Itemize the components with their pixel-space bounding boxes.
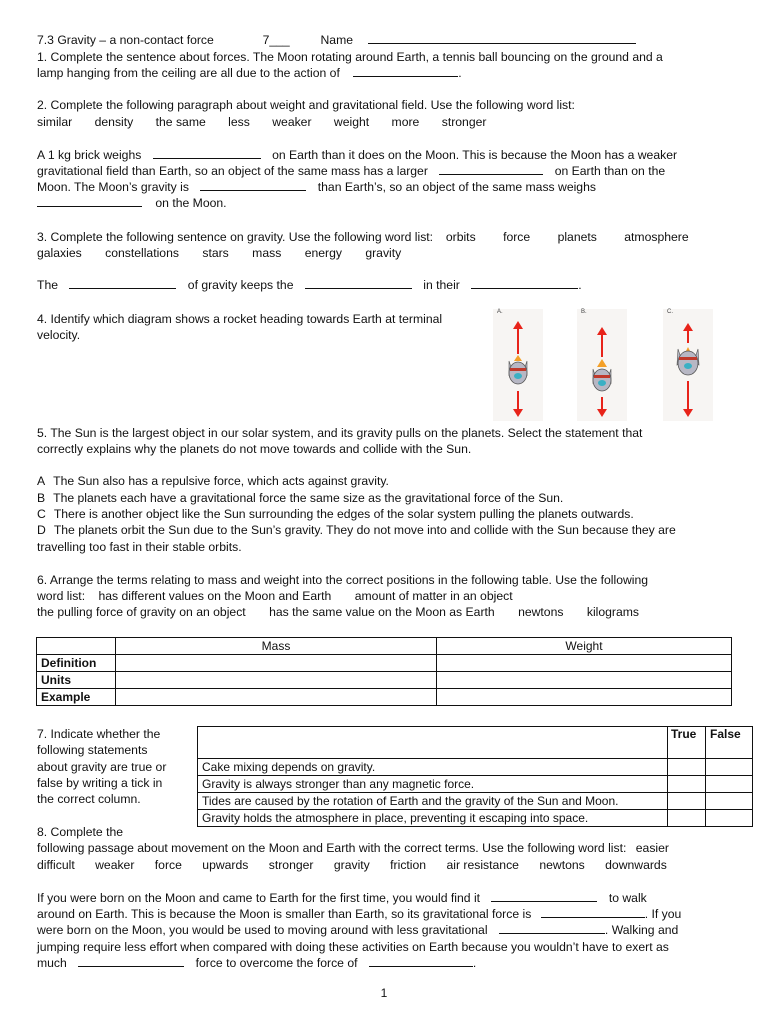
table-header-row bbox=[198, 727, 753, 759]
q8-line2 bbox=[37, 840, 669, 856]
table-row bbox=[198, 776, 753, 793]
option-letter: B bbox=[37, 491, 46, 505]
q5-option-a[interactable] bbox=[37, 473, 389, 489]
q8-passage-line2 bbox=[37, 906, 681, 922]
name-field[interactable] bbox=[368, 32, 636, 44]
word: weight bbox=[333, 115, 370, 129]
q3-blank-2[interactable] bbox=[305, 277, 412, 289]
option-text: There is another object like the Sun surrounding the edges of the solar system pulling the planets outwards. bbox=[53, 507, 634, 521]
q3-instruction-line bbox=[37, 229, 689, 245]
cell-weight-example[interactable] bbox=[437, 689, 732, 706]
row-label-units: Units bbox=[37, 672, 116, 689]
q7-text-2: following statements bbox=[37, 743, 148, 757]
word: more bbox=[391, 115, 420, 129]
q2-text: on Earth than it does on the Moon. This is because the Moon has a weaker bbox=[272, 148, 678, 162]
q2-text: A 1 kg brick weighs bbox=[37, 148, 142, 162]
q3-text: in their bbox=[423, 278, 460, 292]
q2-blank-3[interactable] bbox=[200, 179, 306, 191]
table-row bbox=[37, 689, 732, 706]
q8-text: much bbox=[37, 956, 67, 970]
true-cell-3[interactable] bbox=[668, 793, 706, 810]
q8-text: . If you bbox=[644, 907, 682, 921]
word: stars bbox=[202, 246, 229, 260]
q8-blank-2[interactable] bbox=[541, 906, 645, 918]
q6-line3 bbox=[37, 604, 639, 620]
q4-line2: velocity. bbox=[37, 328, 81, 342]
row-label-definition: Definition bbox=[37, 655, 116, 672]
word: planets bbox=[557, 230, 597, 244]
q8-text: were born on the Moon, you would be used to moving around with less gravitational bbox=[37, 923, 488, 937]
word: friction bbox=[390, 858, 427, 872]
rocket-icon bbox=[509, 355, 527, 384]
q2-instruction: 2. Complete the following paragraph about weight and gravitational field. Use the following word list: bbox=[37, 98, 575, 112]
word: the same bbox=[155, 115, 206, 129]
word: constellations bbox=[105, 246, 179, 260]
term: kilograms bbox=[586, 605, 640, 619]
q8-text: If you were born on the Moon and came to Earth for the first time, you would find it bbox=[37, 891, 481, 905]
q8-line1: 8. Complete the bbox=[37, 825, 124, 839]
rocket-icon bbox=[677, 347, 699, 375]
q3-text: The bbox=[37, 278, 59, 292]
down-arrow bbox=[513, 391, 523, 417]
table-row bbox=[198, 793, 753, 810]
word: atmosphere bbox=[624, 230, 689, 244]
q5-option-d[interactable] bbox=[37, 522, 676, 538]
table-row bbox=[37, 672, 732, 689]
option-letter: A bbox=[37, 474, 46, 488]
option-letter: C bbox=[37, 507, 46, 521]
q8-passage-line3 bbox=[37, 922, 678, 938]
rocket-icon bbox=[593, 359, 611, 391]
q8-blank-1[interactable] bbox=[491, 890, 597, 902]
false-cell-4[interactable] bbox=[706, 810, 753, 827]
class-label: 7___ bbox=[262, 33, 290, 47]
word: density bbox=[94, 115, 134, 129]
word: easier bbox=[635, 841, 669, 855]
q2-word-list bbox=[37, 114, 486, 130]
cell-mass-example[interactable] bbox=[116, 689, 437, 706]
diagram-label: A. bbox=[497, 309, 503, 315]
row-label-example: Example bbox=[37, 689, 116, 706]
term: has different values on the Moon and Earth bbox=[98, 589, 332, 603]
down-arrow bbox=[597, 397, 607, 417]
word: force bbox=[503, 230, 531, 244]
up-arrow bbox=[683, 323, 693, 343]
term: the pulling force of gravity on an object bbox=[37, 605, 246, 619]
q6-line2 bbox=[37, 588, 513, 604]
q1-text: lamp hanging from the ceiling are all due to the action of bbox=[37, 66, 340, 80]
q8-text: force to overcome the force of bbox=[195, 956, 358, 970]
term: has the same value on the Moon as Earth bbox=[269, 605, 495, 619]
q7-text-4: false by writing a tick in bbox=[37, 776, 163, 790]
statement-3: Tides are caused by the rotation of Earth and the gravity of the Sun and Moon. bbox=[198, 793, 668, 810]
word: stronger bbox=[268, 858, 314, 872]
header-false: False bbox=[706, 727, 753, 759]
q8-text: to walk bbox=[608, 891, 647, 905]
statement-header-cell bbox=[198, 727, 668, 759]
q4-line1: 4. Identify which diagram shows a rocket heading towards Earth at terminal bbox=[37, 312, 443, 326]
diagram-b[interactable] bbox=[577, 309, 627, 421]
q2-paragraph-line3 bbox=[37, 179, 596, 195]
word: similar bbox=[37, 115, 73, 129]
word: difficult bbox=[37, 858, 75, 872]
false-cell-3[interactable] bbox=[706, 793, 753, 810]
option-letter: D bbox=[37, 523, 46, 537]
header-true: True bbox=[668, 727, 706, 759]
term: newtons bbox=[518, 605, 564, 619]
q2-text: on the Moon. bbox=[155, 196, 227, 210]
word: mass bbox=[252, 246, 282, 260]
option-text: The Sun also has a repulsive force, which acts against gravity. bbox=[53, 474, 389, 488]
q2-text: Moon. The Moon’s gravity is bbox=[37, 180, 189, 194]
cell-weight-definition[interactable] bbox=[437, 655, 732, 672]
word: gravity bbox=[365, 246, 402, 260]
q3-word-list bbox=[37, 245, 401, 261]
word: upwards bbox=[202, 858, 249, 872]
q7-text-1: 7. Indicate whether the bbox=[37, 727, 161, 741]
word: stronger bbox=[441, 115, 487, 129]
statement-1: Cake mixing depends on gravity. bbox=[198, 759, 668, 776]
false-cell-2[interactable] bbox=[706, 776, 753, 793]
q1-blank[interactable] bbox=[353, 65, 458, 77]
q3-blank-3[interactable] bbox=[471, 277, 578, 289]
q2-text: on Earth than on the bbox=[554, 164, 666, 178]
worksheet-title: 7.3 Gravity – a non-contact force bbox=[37, 33, 214, 47]
word: air resistance bbox=[446, 858, 519, 872]
q3-text: of gravity keeps the bbox=[187, 278, 294, 292]
q5-option-b[interactable] bbox=[37, 490, 563, 506]
up-arrow bbox=[513, 321, 523, 354]
page-number: 1 bbox=[380, 986, 388, 1000]
q8-text: . Walking and bbox=[604, 923, 679, 937]
q6-label: word list: bbox=[37, 589, 86, 603]
cell-mass-units[interactable] bbox=[116, 672, 437, 689]
cell-mass-definition[interactable] bbox=[116, 655, 437, 672]
up-arrow bbox=[597, 327, 607, 357]
option-text: The planets each have a gravitational force the same size as the gravitational force of the Sun. bbox=[53, 491, 564, 505]
diagram-c[interactable] bbox=[663, 309, 713, 421]
header-mass: Mass bbox=[116, 638, 437, 655]
true-cell-2[interactable] bbox=[668, 776, 706, 793]
worksheet-header bbox=[37, 32, 636, 48]
diagram-a[interactable] bbox=[493, 309, 543, 421]
word: force bbox=[154, 858, 182, 872]
diagram-label: C. bbox=[667, 309, 673, 315]
mass-weight-table bbox=[36, 637, 732, 706]
word: weaker bbox=[272, 115, 312, 129]
q8-text: around on Earth. This is because the Moon is smaller than Earth, so its gravitational force is bbox=[37, 907, 532, 921]
q8-instruction: following passage about movement on the Moon and Earth with the correct terms. Use the following word list: bbox=[37, 841, 627, 855]
q8-passage-line5: much force to overcome the force of . bbox=[37, 956, 477, 970]
q8-passage-line1 bbox=[37, 890, 647, 906]
diagram-label: B. bbox=[581, 309, 587, 315]
q8-blank-5[interactable] bbox=[369, 955, 473, 967]
q2-paragraph-line4 bbox=[37, 195, 227, 211]
q7-text-5: the correct column. bbox=[37, 792, 141, 806]
q2-text: gravitational field than Earth, so an object of the same mass has a larger bbox=[37, 164, 428, 178]
q5-option-d-continued: travelling too fast in their stable orbits. bbox=[37, 540, 242, 554]
table-header-row bbox=[37, 638, 732, 655]
word: energy bbox=[304, 246, 342, 260]
q7-text-3: about gravity are true or bbox=[37, 760, 167, 774]
q3-sentence: The of gravity keeps the in their . bbox=[37, 278, 582, 292]
word: newtons bbox=[539, 858, 585, 872]
cell-weight-units[interactable] bbox=[437, 672, 732, 689]
rocket-diagram-a bbox=[493, 309, 543, 421]
false-cell-1[interactable] bbox=[706, 759, 753, 776]
statement-4: Gravity holds the atmosphere in place, preventing it escaping into space. bbox=[198, 810, 668, 827]
down-arrow bbox=[683, 381, 693, 417]
word: weaker bbox=[95, 858, 135, 872]
q8-blank-3[interactable] bbox=[499, 922, 605, 934]
q5-line1: 5. The Sun is the largest object in our solar system, and its gravity pulls on the planets. Select the statement that bbox=[37, 426, 643, 440]
table-row bbox=[198, 810, 753, 827]
q2-paragraph-line2 bbox=[37, 163, 665, 179]
word: galaxies bbox=[37, 246, 82, 260]
true-cell-4[interactable] bbox=[668, 810, 706, 827]
q2-blank-4[interactable] bbox=[37, 195, 142, 207]
name-label: Name bbox=[320, 33, 354, 47]
header-weight: Weight bbox=[437, 638, 732, 655]
table-corner bbox=[37, 638, 116, 655]
q1-line2: lamp hanging from the ceiling are all due to the action of . bbox=[37, 66, 462, 80]
q6-line1: 6. Arrange the terms relating to mass and weight into the correct positions in the following table. Use the following bbox=[37, 573, 649, 587]
table-row bbox=[37, 655, 732, 672]
q2-paragraph-line1 bbox=[37, 147, 677, 163]
word: less bbox=[228, 115, 250, 129]
term: amount of matter in an object bbox=[354, 589, 513, 603]
q8-word-list bbox=[37, 857, 667, 873]
table-row bbox=[198, 759, 753, 776]
word: downwards bbox=[605, 858, 667, 872]
q2-blank-2[interactable] bbox=[439, 163, 543, 175]
q2-text: than Earth’s, so an object of the same mass weighs bbox=[317, 180, 596, 194]
q5-option-c[interactable] bbox=[37, 506, 634, 522]
q8-passage-line4: jumping require less effort when compared with doing these activities on Earth because you wouldn’t have to exert as bbox=[37, 940, 669, 954]
rocket-diagram-c bbox=[663, 309, 713, 421]
true-false-table bbox=[197, 726, 753, 827]
q8-blank-4[interactable] bbox=[78, 955, 184, 967]
statement-2: Gravity is always stronger than any magnetic force. bbox=[198, 776, 668, 793]
q5-line2: correctly explains why the planets do not move towards and collide with the Sun. bbox=[37, 442, 472, 456]
true-cell-1[interactable] bbox=[668, 759, 706, 776]
q2-blank-1[interactable] bbox=[153, 147, 261, 159]
word: gravity bbox=[333, 858, 370, 872]
q1-line1: 1. Complete the sentence about forces. The Moon rotating around Earth, a tennis ball bouncing on the ground and a bbox=[37, 50, 663, 64]
option-text: The planets orbit the Sun due to the Sun’s gravity. They do not move into and collide with the Sun because they are bbox=[53, 523, 676, 537]
q3-blank-1[interactable] bbox=[69, 277, 176, 289]
rocket-diagram-b bbox=[577, 309, 627, 421]
word: orbits bbox=[445, 230, 476, 244]
q3-instruction: 3. Complete the following sentence on gravity. Use the following word list: bbox=[37, 230, 434, 244]
